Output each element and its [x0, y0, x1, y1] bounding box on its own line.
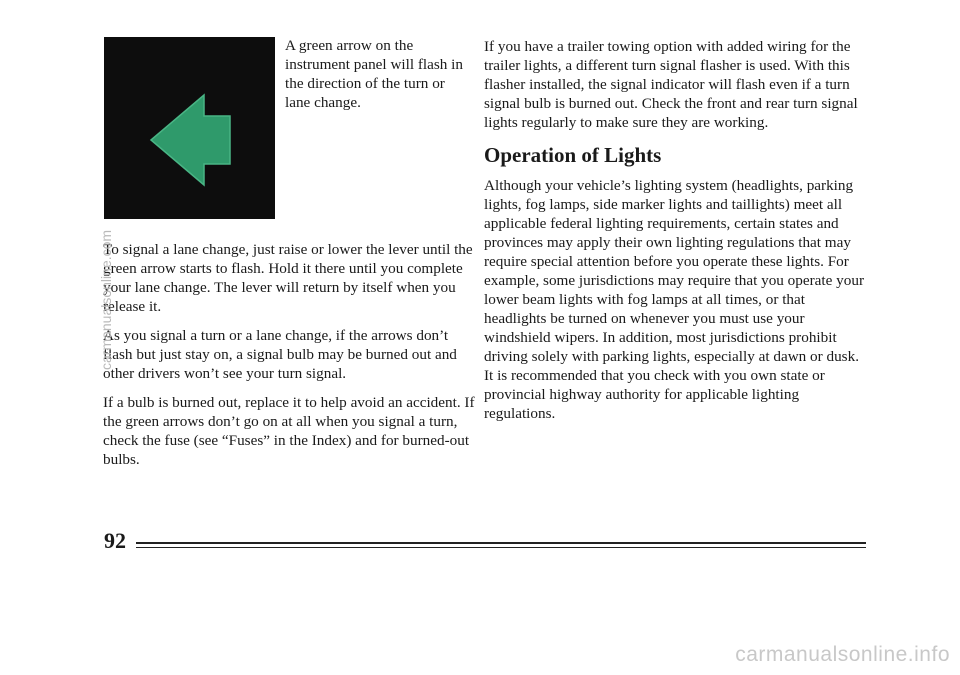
trailer-towing-paragraph: If you have a trailer towing option with added wiring for the trailer lights, a different turn signal flasher is used. With this flasher installed, the signal indicator will flash even if a turn signal bulb is burned out. Check the front and rear turn signal lights regularly to make sure they are working.: [484, 38, 858, 131]
left-column: [103, 240, 475, 479]
footer-rule: [136, 542, 866, 544]
right-column: [484, 37, 866, 433]
illustration-caption: [285, 36, 470, 122]
fuse-check-paragraph: If a bulb is burned out, replace it to help avoid an accident. If the green arrows don’t go on at all when you signal a turn, check the fuse (see “Fuses” in the Index) and for burned-out bulbs.: [103, 394, 475, 468]
footer-rule-thin: [136, 547, 866, 548]
green-turn-arrow-icon: [104, 37, 275, 219]
arrow-shape: [151, 95, 230, 185]
burned-bulb-paragraph: As you signal a turn or a lane change, if the arrows don’t flash but just stay on, a signal bulb may be burned out and other drivers won’t see your turn signal.: [103, 327, 457, 382]
page-footer: [104, 528, 866, 558]
lighting-regulations-paragraph: Although your vehicle’s lighting system (headlights, parking lights, fog lamps, side marker lights and taillights) meet all applicable federal lighting requirements, certain states and provinces may apply their own lighting regulations that may require special attention before you operate these lights. For example, some jurisdictions may require that you operate your lower beam lights with fog lamps at all times, or that headlights be turned on whenever you must use your windshield wipers. In addition, most jurisdictions prohibit driving solely with parking lights, especially at dawn or dusk. It is recommended that you check with you own state or provincial highway authority for applicable lighting regulations.: [484, 177, 864, 422]
lane-change-paragraph: To signal a lane change, just raise or lower the lever until the green arrow starts to flash. Hold it there until you complete your lane change. The lever will return by itself when you release it.: [103, 241, 473, 315]
caption-text: A green arrow on the instrument panel will flash in the direction of the turn or lane change.: [285, 37, 464, 111]
page-number: 92: [104, 528, 126, 553]
bottom-watermark: carmanualsonline.info: [735, 643, 950, 666]
section-heading: Operation of Lights: [484, 143, 662, 167]
side-watermark: carmanualsonline.com: [98, 229, 114, 370]
turn-signal-illustration: [104, 37, 275, 219]
